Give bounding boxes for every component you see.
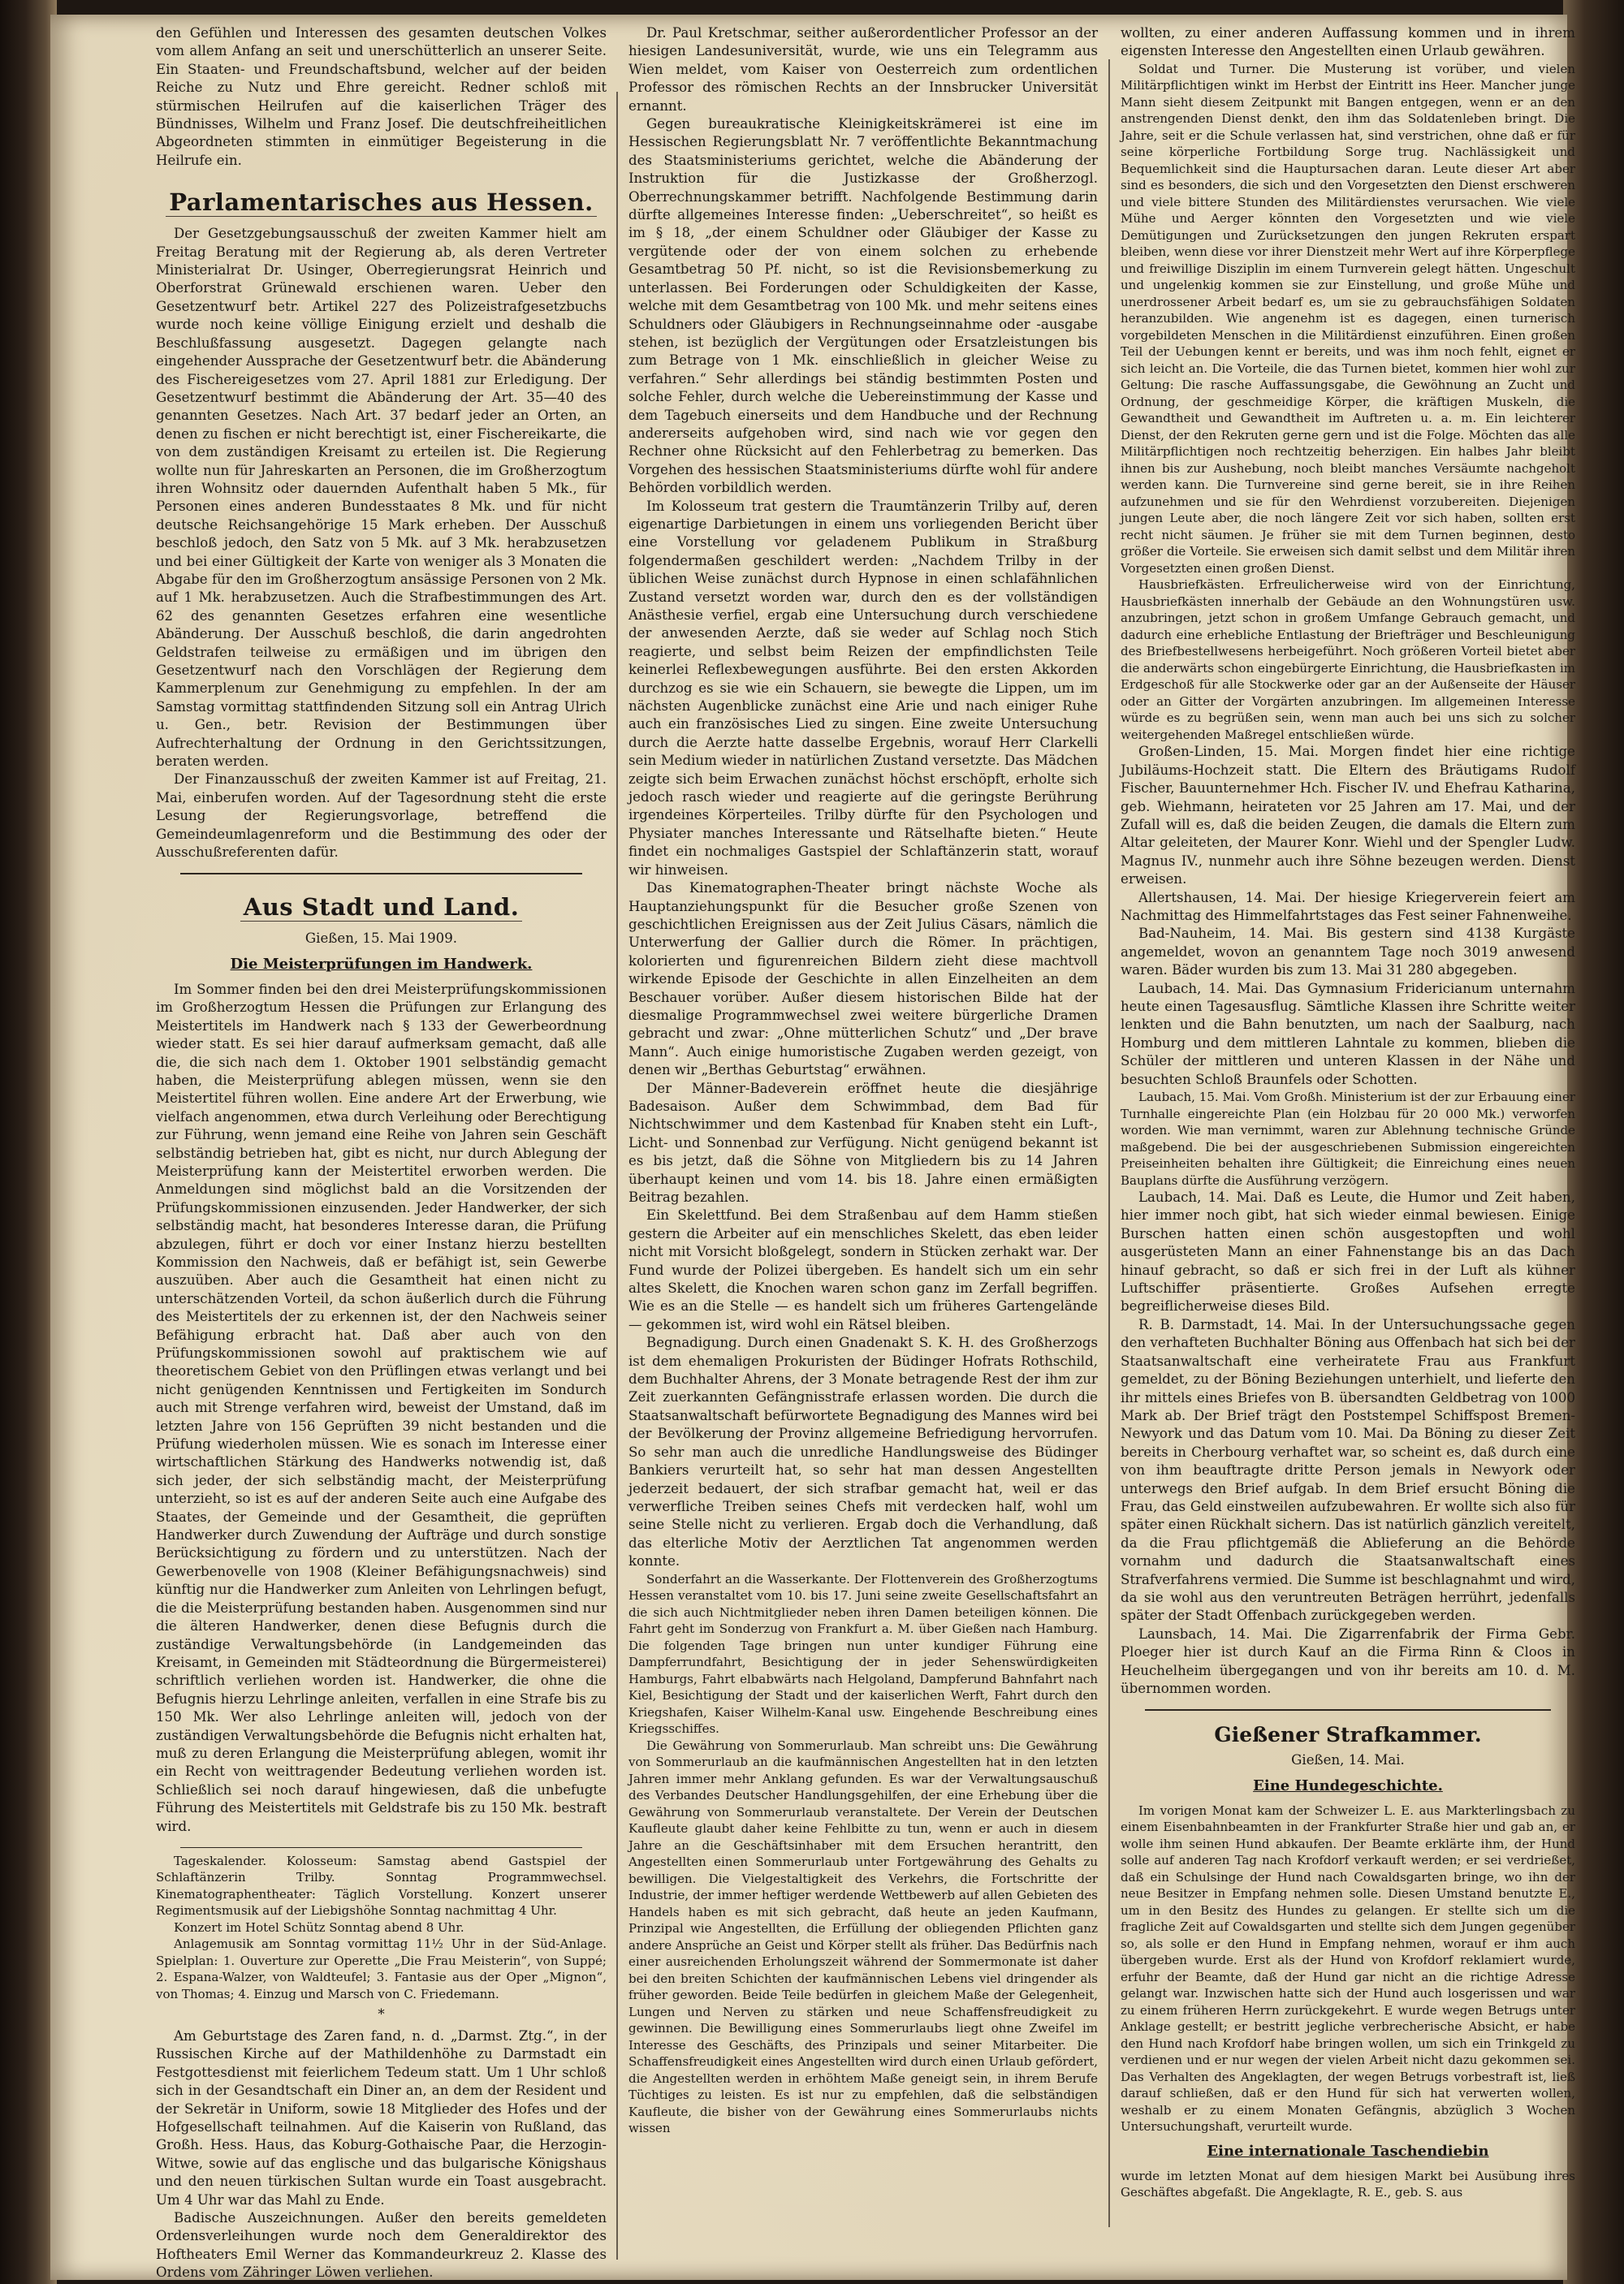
article-heading: Eine internationale Taschendiebin (1207, 2142, 1489, 2160)
article-text: Der Finanzausschuß der zweiten Kammer ist auf Freitag, 21. Mai, einberufen worden. Auf der Tagesordnung steht die erste Lesung der Regierungsvorlage, betreffend die Gemeindeumlagenreform und die Bestimmung des oder der Ausschußreferenten dafür. (156, 771, 607, 861)
divider (1145, 1709, 1551, 1711)
article-text: Laubach, 14. Mai. Daß es Leute, die Humor und Zeit haben, hier immer noch gibt, hat sich wieder einmal bewiesen. Einige Burschen hatten einen schön ausgestopften und wohl ausgerüsteten Mann an einer Fahnenstange bis an das Dach hinauf gebracht, so daß er sich frei in der Luft als kühner Luftschiffer präsentierte. Großes Aufsehen erregte begreiflicherweise dieses Bild. (1121, 1189, 1575, 1315)
article-text: Hausbriefkästen. Erfreulicherweise wird von der Einrichtung, Hausbriefkästen innerhalb der Gebäude an den Wohnungstüren usw. anzubringen, jetzt schon in großem Umfange Gebrauch gemacht, und dadurch eine erhebliche Entlastung der Briefträger und Beschleunigung des Briefbestellwesens herbeigeführt. Noch größeren Vorteil bietet aber die anderwärts schon eingebürgerte Einrichtung, die Hausbriefkasten im Erdgeschoß für alle Stockwerke oder gar an der Außenseite der Häuser oder an Gitter der Vorgärten anzubringen. Im allgemeinen Interesse würde es zu begrüßen sein, wenn man auch bei uns sich zu solcher weitergehenden Maßregel entschließen würde. (1121, 577, 1575, 742)
article-text: Ein Skelettfund. Bei dem Straßenbau auf dem Hamm stießen gestern die Arbeiter auf ein menschliches Skelett, das eben leider nicht mit Vorsicht bloßgelegt, sondern in Stücken zerhakt war. Der Fund wurde der Polizei übergeben. Es handelt sich um ein sehr altes Skelett, die Knochen waren schon ganz im Zerfall begriffen. Wie es an die Stelle — es handelt sich um früheres Gartengelände — gekommen ist, wird wohl ein Rätsel bleiben. (628, 1207, 1098, 1332)
book-spine-left (0, 0, 57, 2284)
article-text: Soldat und Turner. Die Musterung ist vorüber, und vielen Militärpflichtigen winkt im Herbst der Eintritt ins Heer. Mancher junge Mann sieht diesem Zeitpunkt mit Bangen entgegen, wenn er an den anstrengenden Dienst denkt, den ihm das Soldatenleben bringt. Die Jahre, seit er die Schule verlassen hat, sind verstrichen, ohne daß er für seine körperliche Fortbildung Sorge trug. Nachlässigkeit und Bequemlichkeit sind die Hauptursachen daran. Leute dieser Art aber sind es besonders, die sich und den Vorgesetzten den Dienst erschweren und viele bittere Stunden des Militärdienstes verursachen. Wie viele Mühe und Aerger könnten den Vorgesetzten und wie viele Demütigungen und Zurücksetzungen den jungen Rekruten erspart bleiben, wenn diese vor ihrer Dienstzeit mehr Wert auf ihre Körperpflege und freiwillige Disziplin im einem Turnverein gelegt hätten. Ungeschult und ungelenkig kommen sie zur Einstellung, und große Mühe und unerdrossener Arbeit bedarf es, um sie zu gebrauchsfähigen Soldaten heranzubilden. Wie angenehm ist es dagegen, einen turnerisch vorgebildeten Menschen in die Militärdienst einzuführen. Einen großen Teil der Uebungen kennt er bereits, und was ihm noch fehlt, eignet er sich leicht an. Die Vorteile, die das Turnen bietet, kommen hier wohl zur Geltung: Die rasche Auffassungsgabe, die Gewöhnung an Zucht und Ordnung, der geschmeidige Körper, die kräftigen Muskeln, die Gewandtheit und Gewandtheit im Auftreten u. a. m. Ein leichterer Dienst, der den Rekruten gerne gern und ist die Folge. Möchten das alle Militärpflichtigen noch rechtzeitig beherzigen. Ein halbes Jahr bleibt ihnen bis zur Aushebung, noch bleibt manches Versäumte nachgeholt werden kann. Die Turnvereine sind gerne bereit, sie in ihre Reihen aufzunehmen und sie für den Wehrdienst vorzubereiten. Diejenigen jungen Leute aber, die noch längere Zeit vor sich haben, sollten erst recht nicht säumen. Je früher sie mit dem Turnen beginnen, desto größer die Vorteile. Sie erweisen sich damit selbst und dem Militär ihren Vorgesetzten einen großen Dienst. (1121, 61, 1575, 576)
column-right (1121, 24, 1575, 2265)
article-text: R. B. Darmstadt, 14. Mai. In der Untersuchungssache gegen den verhafteten Buchhalter Böning aus Offenbach hat sich bei der Staatsanwaltschaft eine verheiratete Frau aus Frankfurt gemeldet, zu der Böning Beziehungen unterhielt, und lieferte den ihr mittels eines Briefes von B. übersandten Geldbetrag von 1000 Mark ab. Der Brief trägt den Poststempel Schiffspost Bremen-Newyork und das Datum vom 10. Mai. Da Böning zu dieser Zeit bereits in Cherbourg verhaftet war, so scheint es, daß durch eine von ihm beauftragte dritte Person jemals in Newyork oder unterwegs den Brief aufgab. In dem Brief ersucht Böning die Frau, das Geld einstweilen aufzubewahren. Er wollte sich also für später einen Rückhalt sichern. Das ist natürlich gänzlich vereitelt, da die Frau pflichtgemäß die Ablieferung an die Behörde vornahm und dadurch die Staatsanwaltschaft eines Strafverfahrens vermied. Die Summe ist beschlagnahmt und wird, da sie wohl aus den veruntreuten Beträgen herrührt, jedenfalls später der Stadt Offenbach zurückgegeben werden. (1121, 1316, 1575, 1624)
article-text: Begnadigung. Durch einen Gnadenakt S. K. H. des Großherzogs ist dem ehemaligen Prokuristen der Büdinger Hofrats Rothschild, dem Buchhalter Ahrens, der 3 Monate betragende Rest der ihm zur Zeit zuerkannten Gefängnisstrafe erlassen worden. Die durch die Staatsanwaltschaft befürwortete Begnadigung des Mannes wird bei der Bevölkerung der Provinz allgemeine Befriedigung hervorrufen. So sehr man auch die unredliche Handlungsweise des Büdinger Bankiers verurteilt hat, so sehr hat man dessen Angestellten jederzeit bedauert, der sich strafbar gemacht hat, weil er das verwerfliche Treiben seines Chefs mit verdecken half, wohl um seine Stelle nicht zu verlieren. Ergab doch die Verhandlung, daß das elterliche Motiv der Aerztlichen Tat angenommen werden konnte. (628, 1335, 1098, 1569)
article-text: Großen-Linden, 15. Mai. Morgen findet hier eine richtige Jubiläums-Hochzeit statt. Die Eltern des Bräutigams Rudolf Fischer, Bauunternehmer Hch. Fischer IV. und Ehefrau Katharina, geb. Wiehmann, heirateten vor 25 Jahren am 17. Mai, und der Zufall will es, daß die beiden Zeugen, die damals die Eltern zum Altar geleiteten, der Maurer Konr. Wiehl und der Spengler Ludw. Magnus IV., nunmehr auch ihre Söhne bezeugen werden. Dienst erweisen. (1121, 744, 1575, 887)
divider (180, 873, 582, 874)
article-text: Im vorigen Monat kam der Schweizer L. E. aus Markterlingsbach zu einem Eisenbahnbeamten in der Frankfurter Straße hier und gab an, er wolle ihm seinen Hund abkaufen. Der Beamte erklärte ihm, der Hund solle auf anderen Tag nach Krofdorf verkauft werden; er sei verdrießet, daß ein Schulsinge der Hund nach Cowaldsgarten bringe, wo ihn der neue Besitzer in Empfang nehmen solle. Diesen Umstand benutzte E., um in den Besitz des Hundes zu gelangen. Er stellte sich um die fragliche Zeit auf Cowaldsgarten und stellte sich dem Jungen gegenüber so, als solle er den Hund in Empfang nehmen, worauf er ihm auch übergeben wurde. Erst als der Hund von Krofdorf reklamiert wurde, erfuhr der Beamte, daß der Hund gar nicht an die richtige Adresse gelangt war. Inzwischen hatte sich der Hund auch losgerissen und war zu einem früheren Herrn zurückgekehrt. E wurde wegen Betrugs unter Anklage gestellt; er bestritt jegliche verbrecherische Absicht, er habe den Hund nach Krofdorf habe bringen wollen, um sich ein Trinkgeld zu verdienen und er nur wegen der vielen Arbeit nicht dazu gekommen sei. Das Verhalten des Angeklagten, der wegen Betrugs vorbestraft ist, ließ darauf schließen, daß er den Hund für sich hat verwerten wollen, weshalb er zu einem Monaten Gefängnis, abzüglich 3 Wochen Untersuchungshaft, verurteilt wurde. (1121, 1803, 1575, 2135)
section-heading: Parlamentarisches aus Hessen. (156, 188, 607, 217)
article-text: Gegen bureaukratische Kleinigkeitskrämerei ist eine im Hessischen Regierungsblatt Nr. 7 veröffentlichte Bekanntmachung des Staatsministeriums gerichtet, welche die Abänderung der Instruktion für die Justizkasse der Großherzogl. Oberrechnungskammer betrifft. Nachfolgende Bestimmung darin dürfte allgemeines Interesse finden: „Ueberschreitet“, so heißt es im § 18, „der einem Schuldner oder Gläubiger der Kasse zu vergütende oder der von einem solchen zu erhebende Gesamtbetrag 50 Pf. nicht, so ist die Revisionsbemerkung zu unterlassen. Bei Forderungen oder Schuldigkeiten der Kasse, welche mit dem Gesamtbetrag von 100 Mk. und mehr seitens eines Schuldners oder Gläubigers in Rechnungseinnahme oder -ausgabe stehen, ist bezüglich der Vergütungen oder Ersatzleistungen bis zum Betrage von 1 Mk. einschließlich in gleicher Weise zu verfahren.“ Sehr allerdings bei ständig bestimmten Posten und solche Fehler, durch welche die Uebereinstimmung der Kasse und dem Tagebuch einerseits und dem Handbuche und der Rechnung andererseits aufgehoben wird, sind nach wie vor gegen den Rechner ohne Rücksicht auf den Fehlerbetrag zu bemerken. Das Vorgehen des hessischen Staatsministeriums dürfte wohl für andere Behörden vorbildlich werden. (628, 116, 1098, 496)
article-text: Der Männer-Badeverein eröffnet heute die diesjährige Badesaison. Außer dem Schwimmbad, dem Bad für Nichtschwimmer und dem Kastenbad für Knaben steht ein Luft-, Licht- und Sonnenbad zur Verfügung. Nicht genügend bekannt ist es bis jetzt, daß die Söhne von Mitgliedern bis zu 14 Jahren überhaupt keinen und vom 14. bis 18. Jahre einen ermäßigten Beitrag bezahlen. (628, 1080, 1098, 1205)
article-text: Laubach, 14. Mai. Das Gymnasium Fridericianum unternahm heute einen Tagesausflug. Sämtliche Klassen ihre Schritte weiter lenkten und die Bahn benutzten, um nach der Saalburg, nach Homburg und dem mittleren Lahntale zu kommen, blieben die Schüler der mittleren und unteren Klassen in der Nähe und besuchten Schloß Braunfels oder Schotten. (1121, 980, 1575, 1087)
dateline: Gießen, 14. Mai. (1291, 1752, 1405, 1768)
divider (180, 1847, 582, 1848)
article-heading: Die Meisterprüfungen im Handwerk. (230, 955, 533, 973)
article-text: Im Kolosseum trat gestern die Traumtänzerin Trilby auf, deren eigenartige Darbietungen in einem uns vorliegenden Bericht über eine Vorstellung vor geladenem Publikum in Straßburg folgendermaßen geschildert werden: „Nachdem Trilby in der üblichen Weise zunächst durch Hypnose in einen schlafähnlichen Zustand versetzt worden war, durch den es der vollständigen Anästhesie verfiel, ergab eine Untersuchung durch verschiedene der anwesenden Aerzte, daß sie weder auf Schlag noch Stich reagierte, und selbst beim Reizen der empfindlichsten Teile keinerlei Reflexbewegungen ausführte. Bei den ersten Akkorden durchzog es sie wie ein Schauern, sie bewegte die Lippen, um im nächsten Augenblicke zunächst eine Arie und nach einiger Ruhe auch ein französisches Lied zu singen. Eine zweite Untersuchung durch die Aerzte hatte dasselbe Ergebnis, worauf Herr Clarkelli sein Medium wieder in natürlichen Zustand versetzte. Das Mädchen zeigte sich beim Erwachen zunächst höchst erschöpft, erholte sich jedoch rasch wieder und reagierte auf die geringste Berührung irgendeines Körperteiles. Trilby dürfte für den Psychologen und Physiater manches Interessante und Rätselhafte bieten.“ Heute findet ein nochmaliges Gastspiel der Schlaftänzerin statt, worauf wir hinweisen. (628, 498, 1098, 878)
article-heading: Eine Hundegeschichte. (1253, 1777, 1443, 1794)
article-text: Tageskalender. Kolosseum: Samstag abend Gastspiel der Schlaftänzerin Trilby. Sonntag Programmwechsel. Kinematographentheater: Täglich Vorstellung. Konzert unserer Regimentsmusik auf der Liebigshöhe Sonntag nachmittag 4 Uhr. (156, 1853, 607, 1919)
newspaper-page (50, 15, 1575, 2281)
article-text: Badische Auszeichnungen. Außer den bereits gemeldeten Ordensverleihungen wurde noch dem Generaldirektor des Hoftheaters Emil Werner das Kommandeurkreuz 2. Klasse des Ordens vom Zähringer Löwen verliehen. (156, 2209, 607, 2281)
column-left (156, 24, 607, 2281)
article-text: Launsbach, 14. Mai. Die Zigarrenfabrik der Firma Gebr. Ploeger hier ist durch Kauf an die Firma Rinn & Cloos in Heuchelheim übergegangen und von ihr bereits am 10. d. M. übernommen worden. (1121, 1626, 1575, 1696)
article-text: Im Sommer finden bei den drei Meisterprüfungskommissionen im Großherzogtum Hessen die Prüfungen zur Erlangung des Meistertitels im Handwerk nach § 133 der Gewerbeordnung wieder statt. Es sei hier darauf aufmerksam gemacht, daß alle die, die sich nach dem 1. Oktober 1901 selbständig gemacht haben, die Meisterprüfung ablegen müssen, wenn sie den Meistertitel führen wollen. Eine andere Art der Erwerbung, wie vielfach angenommen, etwa durch Verleihung oder Berechtigung zur Führung, wenn jemand eine Reihe von Jahren sein Geschäft selbständig betrieben hat, gibt es nicht, nur durch Ablegung der Meisterprüfung kann der Meistertitel erworben werden. Die Anmeldungen sind möglichst bald an die Vorsitzenden der Prüfungskommissionen einzusenden. Jeder Handwerker, der sich selbständig macht, hat besonderes Interesse daran, die Prüfung abzulegen, führt er doch vor einer Instanz hierzu bestellten Kommission den Nachweis, daß er befähigt ist, sein Gewerbe auszuüben. Aber auch die Gesamtheit hat einen nicht zu unterschätzenden Vorteil, da schon äußerlich durch die Führung des Meistertitels der zu erkennen ist, der den Nachweis seiner Befähigung erbracht hat. Daß aber auch von den Prüfungskommissionen sowohl auf praktischem wie auf theoretischem Gebiet von den Prüflingen etwas verlangt und bei nicht genügenden Kenntnissen und Fertigkeiten im Sondurch auch mit Strenge verfahren wird, beweist der Umstand, daß im letzten Jahre von 156 Geprüften 39 nicht bestanden und die Prüfung wiederholen müssen. Wie es sonach im Interesse einer wirtschaftlichen Stärkung des Handwerks notwendig ist, daß sich jeder, der sich selbständig macht, der Meisterprüfung unterzieht, so ist es auf der anderen Seite auch eine Aufgabe des Staates, der Gemeinde und der Gesamtheit, die geprüften Handwerker durch Zuwendung der Aufträge und durch sonstige Berücksichtigung zu fördern und zu unterstützen. Nach der Gewerbenovelle von 1908 (Kleiner Befähigungsnachweis) sind künftig nur die Handwerker zum Anleiten von Lehrlingen befugt, die die Meisterprüfung bestanden haben. Ausgenommen sind nur die älteren Handwerker, denen diese Befugnis durch die zuständige Verwaltungsbehörde (in Landgemeinden das Kreisamt, in Gemeinden mit Städteordnung die Bürgermeisterei) schriftlich verliehen worden ist. Handwerker, die ohne die Befugnis hierzu Lehrlinge anleiten, verfallen in eine Strafe bis zu 150 Mk. Wer also Lehrlinge anleiten will, jedoch von der zuständigen Verwaltungsbehörde die Befugnis nicht erhalten hat, muß zu deren Erlangung die Meisterprüfung ablegen, womit ihr ein Recht von weittragender Bedeutung verliehen worden ist. Schließlich sei noch darauf hingewiesen, daß die unbefugte Führung des Meistertitels mit Geldstrafe bis zu 150 Mk. bestraft wird. (156, 981, 607, 1834)
article-text: Konzert im Hotel Schütz Sonntag abend 8 Uhr. (174, 1919, 464, 1935)
article-text: Dr. Paul Kretschmar, seither außerordentlicher Professor an der hiesigen Landesuniversität, wurde, wie uns ein Telegramm aus Wien meldet, vom Kaiser von Oesterreich zum ordentlichen Professor des römischen Rechts an der Innsbrucker Universität ernannt. (628, 25, 1098, 114)
article-text: den Gefühlen und Interessen des gesamten deutschen Volkes vom allem Anfang an seit und unerschütterlich an unserer Seite. Ein Staaten- und Freundschaftsbund, welcher auf der beiden Reiche zu Nutz und Ehre gereicht. Redner schloß mit stürmischen Heilrufen auf die kaiserlichen Träger des Bündnisses, Wilhelm und Franz Josef. Die deutschfreiheitlichen Abgeordneten stimmten in einmütiger Begeisterung in die Heilrufe ein. (156, 25, 607, 168)
column-rule (1108, 59, 1110, 2227)
article-text: Der Gesetzgebungsausschuß der zweiten Kammer hielt am Freitag Beratung mit der Regierung ab, als deren Vertreter Ministerialrat Dr. Usinger, Oberregierungsrat Heinrich und Oberforstrat Grünewald erschienen waren. Ueber den Gesetzentwurf betr. Artikel 227 des Polizeistrafgesetzbuchs wurde noch keine völlige Einigung erzielt und deshalb die Beschlußfassung ausgesetzt. Dagegen gelangte nach eingehender Aussprache der Gesetzentwurf betr. die Abänderung des Fischereigesetzes vom 27. April 1881 zur Erledigung. Der Gesetzentwurf bestimmt die Abänderung der Art. 35—40 des genannten Gesetzes. Nach Art. 37 bedarf jeder an Orten, an denen zu fischen er nicht berechtigt ist, einer Fischereikarte, die von dem zuständigen Kreisamt zu erteilen ist. Die Regierung wollte nun für Jahreskarten an Personen, die im Großherzogtum ihren Wohnsitz oder dauernden Aufenthalt haben 5 Mk., für Personen eines anderen Bundesstaates 8 Mk. und für nicht deutsche Reichsangehörige 15 Mark erheben. Der Ausschuß beschloß jedoch, den Satz von 5 Mk. auf 3 Mk. herabzusetzen und bei einer Gültigkeit der Karte von weniger als 3 Monaten die Abgabe für den im Großherzogtum ansässige Personen von 2 Mk. auf 1 Mk. herabzusetzen. Auch die Strafbestimmungen des Art. 62 des genannten Gesetzes erfahren eine wesentliche Abänderung. Der Ausschuß beschloß, die darin angedrohten Geldstrafen teilweise zu ermäßigen und im übrigen den Gesetzentwurf nach den Vorschlägen der Regierung dem Kammerplenum zur Genehmigung zu empfehlen. In der am Samstag vormittag stattfindenden Sitzung soll ein Antrag Ulrich u. Gen., betr. Revision der Bestimmungen über Aufrechterhaltung der Ordnung in den Gerichtssitzungen, beraten werden. (156, 226, 607, 770)
column-middle (628, 24, 1098, 2265)
article-text: Das Kinematographen-Theater bringt nächste Woche als Hauptanziehungspunkt für die Besucher große Szenen von geschichtlichen Ereignissen aus der Zeit Julius Cäsars, nämlich die Unterwerfung der Gallier durch die Römer. In prächtigen, kolorierten und figurenreichen Bildern zieht diese machtvoll wirkende Episode der Geschichte in allen Einzelheiten an dem Beschauer vorüber. Außer diesem historischen Bilde hat der diesmalige Programmwechsel zwei weitere bürgerliche Dramen gebracht und zwar: „Ohne mütterlichen Schutz“ und „Der brave Mann“. Auch einige humoristische Zugaben werden gezeigt, von denen wir „Berthas Geburtstag“ erwähnen. (628, 880, 1098, 1078)
article-text: Die Gewährung von Sommerurlaub. Man schreibt uns: Die Gewährung von Sommerurlaub an die kaufmännischen Angestellten hat in den letzten Jahren immer mehr Anklang gefunden. Es war der Verwaltungsauschuß des Verbandes Deutscher Handlungsgehilfen, der eine Erhebung über die Gewährung von Sommerurlaub veranstaltete. Der Verein der Deutschen Kaufleute glaubt daher keine Fehlbitte zu tun, wenn er auch in diesem Jahre an die Geschäftsinhaber mit dem Ersuchen herantritt, den Angestellten einen Sommerurlaub unter Fortgewährung des Gehalts zu bewilligen. Die Vielgestaltigkeit des Verkehrs, die Fortschritte der Industrie, der immer heftiger werdende Wettbewerb auf allen Gebieten des Handels haben es mit sich gebracht, daß heute an jeden Kaufmann, Prinzipal wie Angestellten, die Erfüllung der obliegenden Pflichten ganz andere Ansprüche an Geist und Körper stellt als früher. Das Bedürfnis nach einer ausreichenden Erholungszeit während der Sommermonate ist daher bei den breiten Schichten der kaufmännischen Lebens viel dringender als früher geworden. Beide Teile bedürfen in gleichem Maße der Gelegenheit, Lungen und Nerven zu stärken und neue Schaffensfreudigkeit zu gewinnen. Die Bewilligung eines Sommerurlaubs liegt ohne Zweifel im Interesse des Geschäfts, des Prinzipals und seiner Mitarbeiter. Die Schaffensfreudigkeit eines Angestellten wird durch einen Urlaub gefördert, die Angestellten werden in erhöhtem Maße geneigt sein, in ihrem Berufe Tüchtiges zu leisten. Es ist nur zu empfehlen, daß die selbständigen Kaufleute, die bisher von der Gewährung eines Sommerurlaubs nichts wissen (628, 1738, 1098, 2136)
section-heading: Gießener Strafkammer. (1214, 1723, 1482, 1747)
article-text: wollten, zu einer anderen Auffassung kommen und in ihrem eigensten Interesse den Angestellten einen Urlaub gewähren. (1121, 25, 1575, 59)
article-text: wurde im letzten Monat auf dem hiesigen Markt bei Ausübung ihres Geschäftes abgefaßt. Die Angeklagte, R. E., geb. S. aus (1121, 2168, 1575, 2200)
column-rule (616, 92, 618, 2260)
article-text: Laubach, 15. Mai. Vom Großh. Ministerium ist der zur Erbauung einer Turnhalle eingereichte Plan (ein Holzbau für 20 000 Mk.) verworfen worden. Wie man vernimmt, waren zur Ablehnung technische Gründe maßgebend. Die bei der ausgeschriebenen Submission eingereichten Preiseinheiten behalten ihre Gültigkeit; die Einreichung eines neuen Bauplans dürfte die Ausführung verzögern. (1121, 1090, 1575, 1188)
separator-mark: * (378, 2006, 385, 2023)
dateline: Gießen, 15. Mai 1909. (304, 930, 458, 947)
article-text: Am Geburtstage des Zaren fand, n. d. „Darmst. Ztg.“, in der Russischen Kirche auf der Mathildenhöhe zu Darmstadt ein Festgottesdienst mit feierlichem Tedeum statt. Um 1 Uhr schloß sich in der Gesandtschaft ein Diner an, an dem der Resident und der Sekretär in Uniform, sowie 18 Mitglieder des Hofes und der Hofgesellschaft teilnahmen. Auf die Kaiserin von Rußland, das Großh. Hess. Haus, das Koburg-Gothaische Paar, die Herzogin-Witwe, sowie auf das englische und das bulgarische Königshaus und den neuen türkischen Sultan wurde ein Toast ausgebracht. Um 4 Uhr war das Mahl zu Ende. (156, 2027, 607, 2208)
article-text: Bad-Nauheim, 14. Mai. Bis gestern sind 4138 Kurgäste angemeldet, wovon an genanntem Tage noch 3019 anwesend waren. Bäder wurden bis zum 13. Mai 31 280 abgegeben. (1121, 926, 1575, 978)
article-text: Sonderfahrt an die Wasserkante. Der Flottenverein des Großherzogtums Hessen veranstaltet vom 10. bis 17. Juni seine zweite Gesellschaftsfahrt an die sich auch Nichtmitglieder neben ihren Damen beteiligen können. Die Fahrt geht im Sonderzug von Frankfurt a. M. über Gießen nach Hamburg. Die folgenden Tage bringen nun unter kundiger Führung eine Dampferrundfahrt, Besichtigung der in jeder Sehenswürdigkeiten Hamburgs, Fahrt elbabwärts nach Helgoland, Dampferund Bahnfahrt nach Kiel, Besichtigung der Stadt und der kaiserlichen Werft, Fahrt durch den Kriegshafen, Kaiser Wilhelm-Kanal usw. Eingehende Beschreibung eines Kriegsschiffes. (628, 1571, 1098, 1737)
article-text: Anlagemusik am Sonntag vormittag 11½ Uhr in der Süd-Anlage. Spielplan: 1. Ouverture zur Operette „Die Frau Meisterin“, von Suppé; 2. Espana-Walzer, von Waldteufel; 3. Fantasie aus der Oper „Mignon“, von Thomas; 4. Einzug und Marsch von C. Friedemann. (156, 1936, 607, 2001)
section-heading: Aus Stadt und Land. (156, 892, 607, 922)
article-text: Allertshausen, 14. Mai. Der hiesige Kriegerverein feiert am Nachmittag des Himmelfahrtstages das Fest seiner Fahnenweihe. (1121, 889, 1575, 923)
